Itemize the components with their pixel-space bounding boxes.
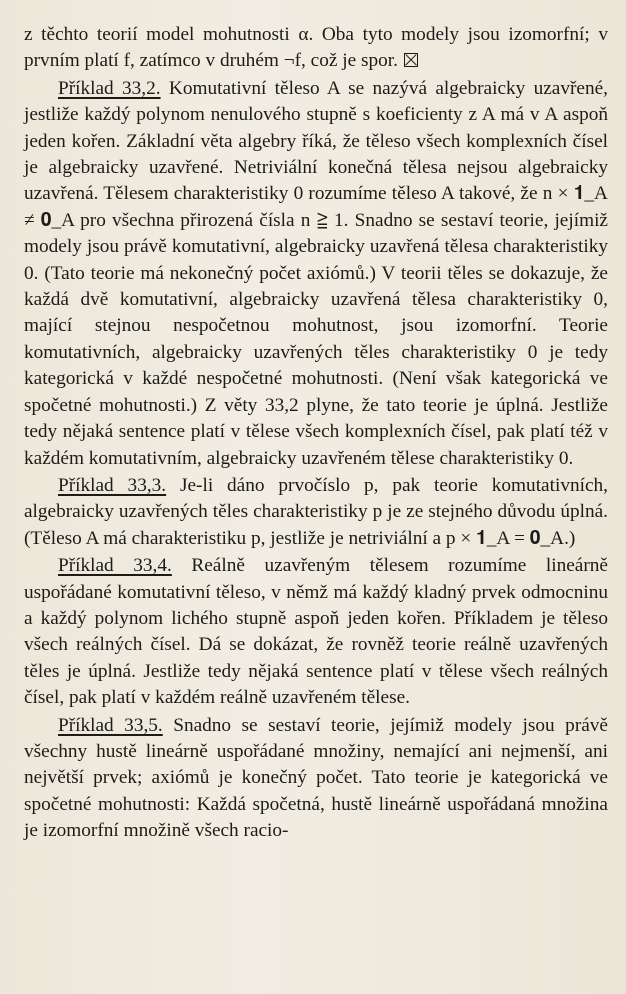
example-33-3: [24, 473, 608, 552]
example-label: Příklad 33,3.: [58, 474, 167, 496]
example-33-5: [24, 713, 608, 845]
paragraph-continuation: [24, 22, 608, 75]
paragraph-text: Snadno se sestaví teorie, jejímiž modely jsou právě všechny hustě lineárně uspořádané množiny, nemající ani nejmenší, ani největší prvek; axiómů je konečný počet. Tato teorie je kategorická ve spočetné mohutnosti: Každá spočetná, hustě lineárně uspořádaná množina je izomorfní množině všech racio-: [24, 714, 608, 842]
example-33-2: [24, 76, 608, 472]
paragraph-text: Je-li dáno prvočíslo p, pak teorie komutativních, algebraicky uzavřených těles charakteristiky p je ze stejného důvodu úplná. (Těleso A má charakteristiku p, jestliže je netriviální a p × 𝟏_A = 𝟎_A.): [24, 474, 608, 549]
example-label: Příklad 33,4.: [58, 555, 172, 577]
paragraph-text: Komutativní těleso A se nazývá algebraicky uzavřené, jestliže každý polynom nenulového stupně s koeficienty z A má v A aspoň jeden kořen. Základní věta algebry říká, že těleso všech komplexních čísel je algebraicky uzavřené. Netriviální konečná tělesa nejsou algebraicky uzavřená. Tělesem charakteristiky 0 rozumíme těleso A takové, že n × 𝟏_A ≠ 𝟎_A pro všechna přirozená čísla n ≧ 1. Snadno se sestaví teorie, jejímiž modely jsou právě komutativní, algebraicky uzavřená tělesa charakteristiky 0. (Tato teorie má nekonečný počet axiómů.) V teorii těles se dokazuje, že každá dvě komutativní, algebraicky uzavřená tělesa charakteristiky 0, mající stejnou nespočetnou mohutnost, jsou izomorfní. Teorie komutativních, algebraicky uzavřených těles charakteristiky 0 je tedy kategorická v každé nespočetné mohutnosti. (Není však kategorická ve spočetné mohutnosti.) Z věty 33,2 plyne, že tato teorie je úplná. Jestliže tedy nějaká sentence platí v tělese všech komplexních čísel, pak platí též v každém komutativním, algebraicky uzavřeném tělese charakteristiky 0.: [24, 77, 608, 469]
end-of-proof-icon: [404, 53, 418, 67]
example-33-4: [24, 553, 608, 711]
paragraph-text: Reálně uzavřeným tělesem rozumíme lineárně uspořádané komutativní těleso, v němž má každý kladný prvek odmocninu a každý polynom lichého stupně aspoň jeden kořen. Příkladem je těleso všech reálných čísel. Dá se dokázat, že rovněž teorie reálně uzavřených těles je úplná. Jestliže tedy nějaká sentence platí v tělese všech reálných čísel, pak platí v každém reálně uzavřeném tělese.: [24, 555, 608, 709]
example-label: Příklad 33,2.: [58, 77, 161, 99]
example-label: Příklad 33,5.: [58, 714, 163, 736]
paragraph-text: z těchto teorií model mohutnosti α. Oba tyto modely jsou izomorfní; v prvním platí f, zatímco v druhém ¬f, což je spor.: [24, 24, 608, 72]
